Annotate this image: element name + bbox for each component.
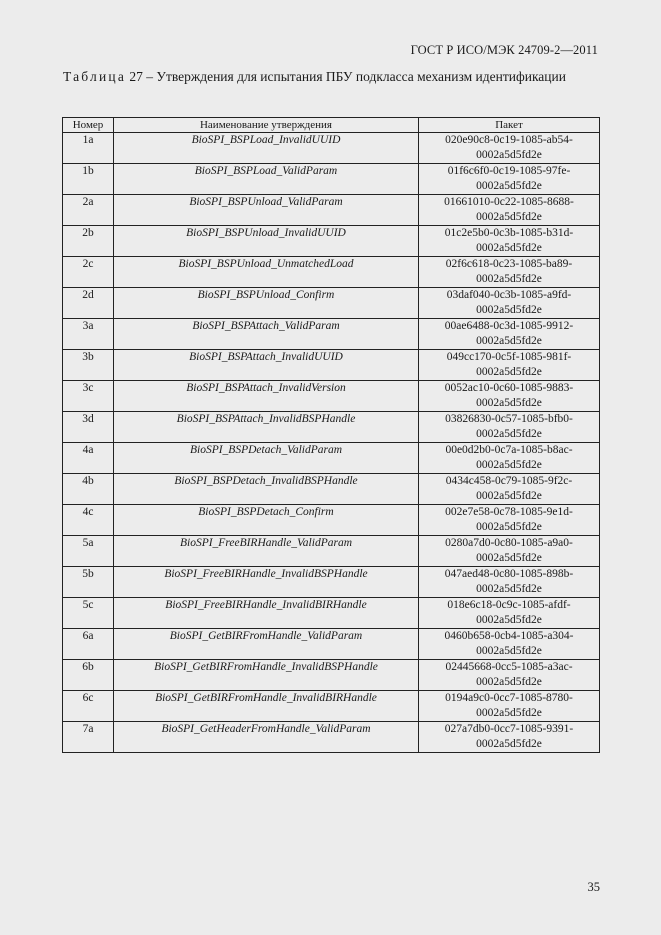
package-id-line-1: 00ae6488-0c3d-1085-9912- (444, 320, 574, 332)
assertion-name-cell: BioSPI_BSPUnload_InvalidUUID (114, 226, 419, 257)
package-id-line-2: 0002a5d5fd2e (476, 459, 542, 471)
column-header-package: Пакет (419, 118, 600, 133)
package-id-line-1: 02f6c618-0c23-1085-ba89- (445, 258, 573, 270)
assertions-table (62, 117, 600, 753)
package-id-line-1: 02445668-0cc5-1085-a3ac- (445, 661, 573, 673)
package-cell (419, 319, 600, 350)
assertion-name-cell: BioSPI_GetHeaderFromHandle_ValidParam (114, 722, 419, 753)
package-id-line-2: 0002a5d5fd2e (476, 738, 542, 750)
assertion-name-cell: BioSPI_BSPLoad_ValidParam (114, 164, 419, 195)
page-number: 35 (587, 880, 600, 894)
assertion-number-cell: 2d (63, 288, 114, 319)
table-row (63, 660, 600, 691)
package-cell (419, 474, 600, 505)
assertion-name-cell: BioSPI_BSPLoad_InvalidUUID (114, 133, 419, 164)
table-row (63, 505, 600, 536)
assertion-name-cell: BioSPI_GetBIRFromHandle_ValidParam (114, 629, 419, 660)
package-cell (419, 660, 600, 691)
table-row (63, 288, 600, 319)
table-caption-text: 27 – Утверждения для испытания ПБУ подкласса механизм идентификации (126, 69, 566, 84)
assertion-name-cell: BioSPI_BSPUnload_UnmatchedLoad (114, 257, 419, 288)
assertion-name-cell: BioSPI_BSPAttach_InvalidVersion (114, 381, 419, 412)
package-id-line-1: 01f6c6f0-0c19-1085-97fe- (447, 165, 571, 177)
package-id-line-1: 03826830-0c57-1085-bfb0- (445, 413, 573, 425)
table-row (63, 350, 600, 381)
assertion-number-cell: 6c (63, 691, 114, 722)
package-id-line-1: 0460b658-0cb4-1085-a304- (444, 630, 574, 642)
package-id-line-2: 0002a5d5fd2e (476, 273, 542, 285)
package-id-line-2: 0002a5d5fd2e (476, 707, 542, 719)
package-cell (419, 722, 600, 753)
package-cell (419, 350, 600, 381)
package-cell (419, 567, 600, 598)
package-id-line-1: 018e6c18-0c9c-1085-afdf- (447, 599, 571, 611)
package-cell (419, 381, 600, 412)
assertion-name-cell: BioSPI_GetBIRFromHandle_InvalidBIRHandle (114, 691, 419, 722)
package-cell (419, 226, 600, 257)
table-row (63, 226, 600, 257)
assertion-name-cell: BioSPI_BSPAttach_InvalidBSPHandle (114, 412, 419, 443)
assertion-number-cell: 4c (63, 505, 114, 536)
column-header-name: Наименование утверждения (114, 118, 419, 133)
assertion-name-cell: BioSPI_GetBIRFromHandle_InvalidBSPHandle (114, 660, 419, 691)
package-cell (419, 412, 600, 443)
table-caption (63, 64, 598, 89)
table-row (63, 443, 600, 474)
table-row (63, 474, 600, 505)
assertion-number-cell: 5c (63, 598, 114, 629)
package-cell (419, 536, 600, 567)
package-id-line-1: 0434c458-0c79-1085-9f2c- (445, 475, 573, 487)
package-cell (419, 691, 600, 722)
package-cell (419, 133, 600, 164)
package-id-line-2: 0002a5d5fd2e (476, 211, 542, 223)
package-id-line-1: 049cc170-0c5f-1085-981f- (446, 351, 572, 363)
package-id-line-2: 0002a5d5fd2e (476, 428, 542, 440)
assertion-number-cell: 2a (63, 195, 114, 226)
assertion-name-cell: BioSPI_FreeBIRHandle_InvalidBSPHandle (114, 567, 419, 598)
package-id-line-1: 01661010-0c22-1085-8688- (444, 196, 574, 208)
package-id-line-2: 0002a5d5fd2e (476, 490, 542, 502)
assertion-name-cell: BioSPI_BSPDetach_InvalidBSPHandle (114, 474, 419, 505)
assertion-number-cell: 5a (63, 536, 114, 567)
assertion-number-cell: 1b (63, 164, 114, 195)
package-id-line-2: 0002a5d5fd2e (476, 149, 542, 161)
package-id-line-1: 0280a7d0-0c80-1085-a9a0- (445, 537, 573, 549)
package-id-line-2: 0002a5d5fd2e (476, 335, 542, 347)
assertion-number-cell: 4b (63, 474, 114, 505)
package-cell (419, 629, 600, 660)
assertion-number-cell: 6a (63, 629, 114, 660)
table-row (63, 319, 600, 350)
package-cell (419, 195, 600, 226)
assertion-name-cell: BioSPI_BSPDetach_ValidParam (114, 443, 419, 474)
package-id-line-1: 0194a9c0-0cc7-1085-8780- (445, 692, 573, 704)
table-row (63, 722, 600, 753)
package-id-line-1: 047aed48-0c80-1085-898b- (444, 568, 574, 580)
table-row (63, 629, 600, 660)
assertion-number-cell: 5b (63, 567, 114, 598)
package-id-line-2: 0002a5d5fd2e (476, 242, 542, 254)
package-id-line-1: 03daf040-0c3b-1085-a9fd- (446, 289, 572, 301)
assertion-name-cell: BioSPI_BSPAttach_ValidParam (114, 319, 419, 350)
package-id-line-2: 0002a5d5fd2e (476, 645, 542, 657)
column-header-number: Номер (63, 118, 114, 133)
package-cell (419, 288, 600, 319)
package-id-line-2: 0002a5d5fd2e (476, 521, 542, 533)
package-id-line-1: 00e0d2b0-0c7a-1085-b8ac- (445, 444, 573, 456)
table-row (63, 133, 600, 164)
package-id-line-1: 0052ac10-0c60-1085-9883- (444, 382, 574, 394)
assertion-name-cell: BioSPI_BSPDetach_Confirm (114, 505, 419, 536)
assertion-number-cell: 2c (63, 257, 114, 288)
assertion-number-cell: 7a (63, 722, 114, 753)
assertion-number-cell: 3a (63, 319, 114, 350)
table-row (63, 412, 600, 443)
package-id-line-2: 0002a5d5fd2e (476, 304, 542, 316)
package-id-line-2: 0002a5d5fd2e (476, 614, 542, 626)
assertion-name-cell: BioSPI_BSPUnload_Confirm (114, 288, 419, 319)
table-row (63, 598, 600, 629)
table-row (63, 257, 600, 288)
package-cell (419, 598, 600, 629)
package-id-line-2: 0002a5d5fd2e (476, 180, 542, 192)
package-id-line-1: 002e7e58-0c78-1085-9e1d- (445, 506, 573, 518)
table-caption-label: Таблица (63, 69, 127, 84)
package-id-line-2: 0002a5d5fd2e (476, 676, 542, 688)
assertion-name-cell: BioSPI_FreeBIRHandle_InvalidBIRHandle (114, 598, 419, 629)
table-row (63, 164, 600, 195)
assertion-number-cell: 4a (63, 443, 114, 474)
table-row (63, 691, 600, 722)
package-id-line-1: 020e90c8-0c19-1085-ab54- (445, 134, 573, 146)
assertion-number-cell: 6b (63, 660, 114, 691)
table-row (63, 567, 600, 598)
package-cell (419, 257, 600, 288)
package-id-line-1: 01c2e5b0-0c3b-1085-b31d- (444, 227, 574, 239)
package-cell (419, 443, 600, 474)
standard-designation: ГОСТ Р ИСО/МЭК 24709-2—2011 (410, 43, 598, 57)
package-cell (419, 164, 600, 195)
assertion-number-cell: 2b (63, 226, 114, 257)
assertion-number-cell: 3c (63, 381, 114, 412)
assertion-name-cell: BioSPI_BSPUnload_ValidParam (114, 195, 419, 226)
package-id-line-2: 0002a5d5fd2e (476, 583, 542, 595)
table-header-row (63, 118, 600, 133)
table-row (63, 381, 600, 412)
assertion-name-cell: BioSPI_FreeBIRHandle_ValidParam (114, 536, 419, 567)
table-row (63, 195, 600, 226)
assertion-number-cell: 1a (63, 133, 114, 164)
assertion-name-cell: BioSPI_BSPAttach_InvalidUUID (114, 350, 419, 381)
assertion-number-cell: 3d (63, 412, 114, 443)
package-id-line-1: 027a7db0-0cc7-1085-9391- (444, 723, 574, 735)
package-id-line-2: 0002a5d5fd2e (476, 366, 542, 378)
table-row (63, 536, 600, 567)
package-cell (419, 505, 600, 536)
assertion-number-cell: 3b (63, 350, 114, 381)
package-id-line-2: 0002a5d5fd2e (476, 397, 542, 409)
package-id-line-2: 0002a5d5fd2e (476, 552, 542, 564)
